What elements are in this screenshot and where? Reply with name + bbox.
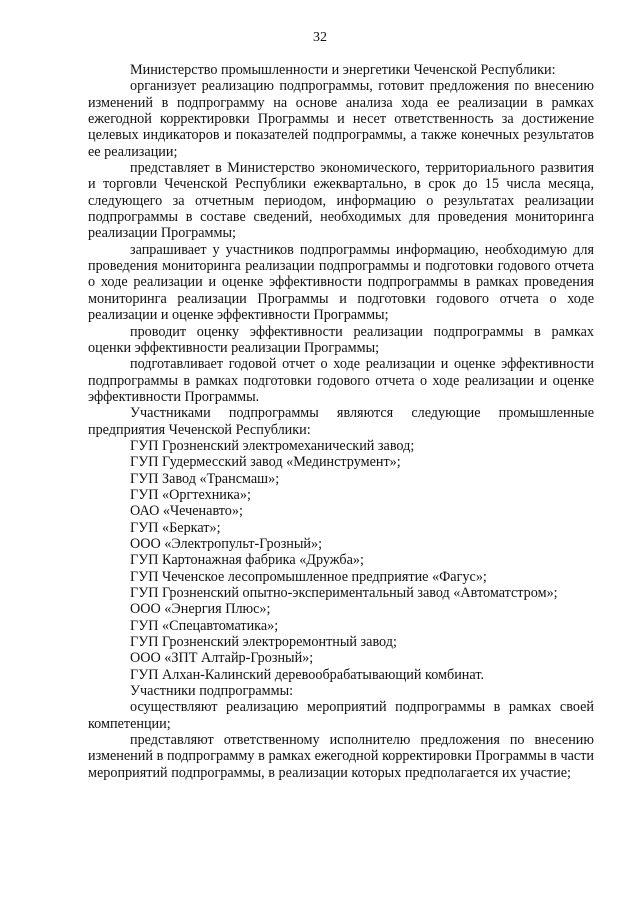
paragraph: Министерство промышленности и энергетики Чеченской Республики: <box>130 62 556 78</box>
list-item: ГУП «Спецавтоматика»; <box>130 617 279 634</box>
list-item: ОАО «Чеченавто»; <box>130 503 243 520</box>
paragraph: представляют ответственному исполнителю предложения по внесению изменений в подпрограмму в рамках ежегодной корректировки Программы в части мероприятий подпрограммы, в реализации которых предполагается их участие; <box>88 732 594 781</box>
list-item: ГУП Картонажная фабрика «Дружба»; <box>130 552 364 569</box>
page-number: 32 <box>313 30 327 45</box>
document-body <box>88 62 594 781</box>
paragraph: проводит оценку эффективности реализации подпрограммы в рамках оценки эффективности реализации Программы; <box>88 323 594 356</box>
list-item: ГУП Грозненский опытно-экспериментальный завод «Автоматстром»; <box>130 585 558 601</box>
list-item: ГУП Чеченское лесопромышленное предприятие «Фагус»; <box>130 568 487 585</box>
paragraph: представляет в Министерство экономического, территориального развития и торговли Чеченской Республики ежеквартально, в срок до 15 числа месяца, следующего за отчетным периодом, информацию о результатах реализации подпрограммы в составе сведений, необходимых для проведения мониторинга реализации Программы; <box>88 160 594 242</box>
list-item: ГУП «Беркат»; <box>130 519 221 536</box>
list-item: ООО «Электропульт-Грозный»; <box>130 535 323 552</box>
list-item: ГУП Грозненский электромеханический завод; <box>130 437 415 454</box>
list-item: ГУП «Оргтехника»; <box>130 486 251 503</box>
list-item: ООО «ЗПТ Алтайр-Грозный»; <box>130 650 314 667</box>
paragraph: Участниками подпрограммы являются следующие промышленные предприятия Чеченской Республики: <box>88 405 594 438</box>
paragraph: Участники подпрограммы: <box>130 683 294 700</box>
list-item: ГУП Гудермесский завод «Мединструмент»; <box>130 454 401 471</box>
list-item: ООО «Энергия Плюс»; <box>130 601 271 618</box>
paragraph: осуществляют реализацию мероприятий подпрограммы в рамках своей компетенции; <box>88 699 594 732</box>
paragraph: организует реализацию подпрограммы, готовит предложения по внесению изменений в подпрограмму на основе анализа хода ее реализации в рамках ежегодной корректировки Программы и несет ответственность за достижение целевых индикаторов и показателей подпрограммы, а также конечных результатов ее реализации; <box>88 78 594 160</box>
list-item: ГУП Завод «Трансмаш»; <box>130 470 280 487</box>
list-item: ГУП Алхан-Калинский деревообрабатывающий комбинат. <box>130 666 485 683</box>
paragraph: подготавливает годовой отчет о ходе реализации и оценке эффективности подпрограммы в рамках подготовки годового отчета о ходе реализации и оценке эффективности Программы. <box>88 356 594 405</box>
list-item: ГУП Грозненский электроремонтный завод; <box>130 634 397 651</box>
paragraph: запрашивает у участников подпрограммы информацию, необходимую для проведения мониторинга реализации подпрограммы и подготовки годового отчета о ходе реализации и оценке эффективности подпрограммы в рамках проведения мониторинга реализации Программы и подготовки годового отчета о ходе реализации и оценке эффективности Программы; <box>88 241 594 324</box>
